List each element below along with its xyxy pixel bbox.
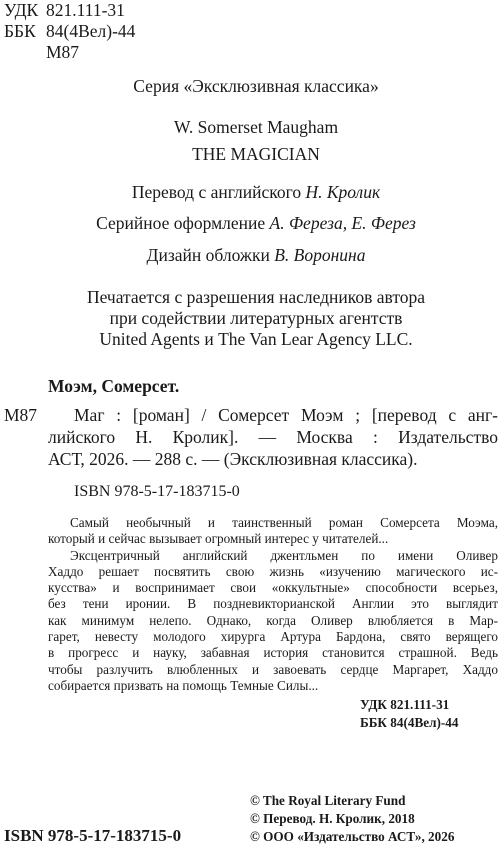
permission-line-1: Печатается с разрешения наследников автора [86,287,426,307]
catalog-description [48,404,498,470]
permission-line-2: при содействии литературных агентств [109,308,403,328]
udk-label: УДК [4,0,39,20]
annotation-line: в прогресс и науку, забавная история становится страшной. Ведь [48,645,498,661]
annotation-line: как минимум нелепо. Однако, когда Оливер влюбляется в Мар- [48,612,498,628]
udk-value: 821.111-31 [46,0,125,20]
catalog-isbn: ISBN 978-5-17-183715-0 [74,483,240,500]
copyright-line-1: © The Royal Literary Fund [250,793,406,808]
footer-bbk: ББК 84(4Вел)-44 [360,715,459,730]
series-designer-names: А. Фереза, Е. Ферез [269,213,416,233]
catalog-mark: М87 [4,405,38,425]
original-author: W. Somerset Maugham [173,117,339,137]
catalog-line: лийского Н. Кролик]. — Москва : Издательство [48,427,498,447]
permission-line-3: United Agents и The Van Lear Agency LLC. [99,329,413,349]
catalog-heading: Моэм, Сомерсет. [48,376,180,396]
footer-isbn: ISBN 978-5-17-183715-0 [4,826,182,845]
annotation-line: гарет, невесту молодого хирурга Артура Бардона, свято верящего [48,629,498,645]
author-mark: М87 [46,42,80,62]
catalog-line: АСТ, 2026. — 288 с. — (Эксклюзивная классика). [48,449,418,469]
cover-design-label: Дизайн обложки [146,245,270,265]
copyright-line-2: © Перевод. Н. Кролик, 2018 [250,811,415,826]
annotation-line: кусства» и воспринимает свои «оккультные» способности всерьез, [48,580,498,596]
annotation-line: Хаддо решает посвятить свою жизнь «изучению магического ис- [48,563,498,579]
annotation [48,515,498,694]
annotation-line: чтобы разлучить влюбленных и завоевать сердце Маргарет, Хаддо [48,661,498,677]
series-design-label: Серийное оформление [96,213,266,233]
copyright-line-3: © ООО «Издательство АСТ», 2026 [250,829,455,844]
cover-design-credit [0,244,502,266]
translator-name: Н. Кролик [305,182,381,202]
bbk-line [4,20,135,42]
annotation-line: который и сейчас вызывает огромный интерес у читателей... [48,531,389,547]
cover-designer-name: В. Воронина [274,245,366,265]
catalog-line: Маг : [роман] / Сомерсет Моэм ; [перевод с анг- [74,405,498,425]
bbk-value: 84(4Вел)-44 [46,21,136,41]
translation-credit [0,181,502,203]
udk-line [4,0,125,21]
translation-label: Перевод с английского [131,182,302,202]
series-design-credit [0,212,502,234]
bbk-label: ББК [4,21,36,41]
footer-udk: УДК 821.111-31 [360,697,450,712]
original-title: THE MAGICIAN [192,144,320,164]
annotation-line: Самый необычный и таинственный роман Сомерсета Моэма, [70,515,498,530]
annotation-line: без тени иронии. В поздневикторианской Англии это выглядит [48,596,498,612]
series-line: Серия «Эксклюзивная классика» [133,76,379,96]
annotation-line: собирается призвать на помощь Темные Силы... [48,677,319,693]
annotation-line: Эксцентричный английский джентльмен по имени Оливер [70,547,498,563]
